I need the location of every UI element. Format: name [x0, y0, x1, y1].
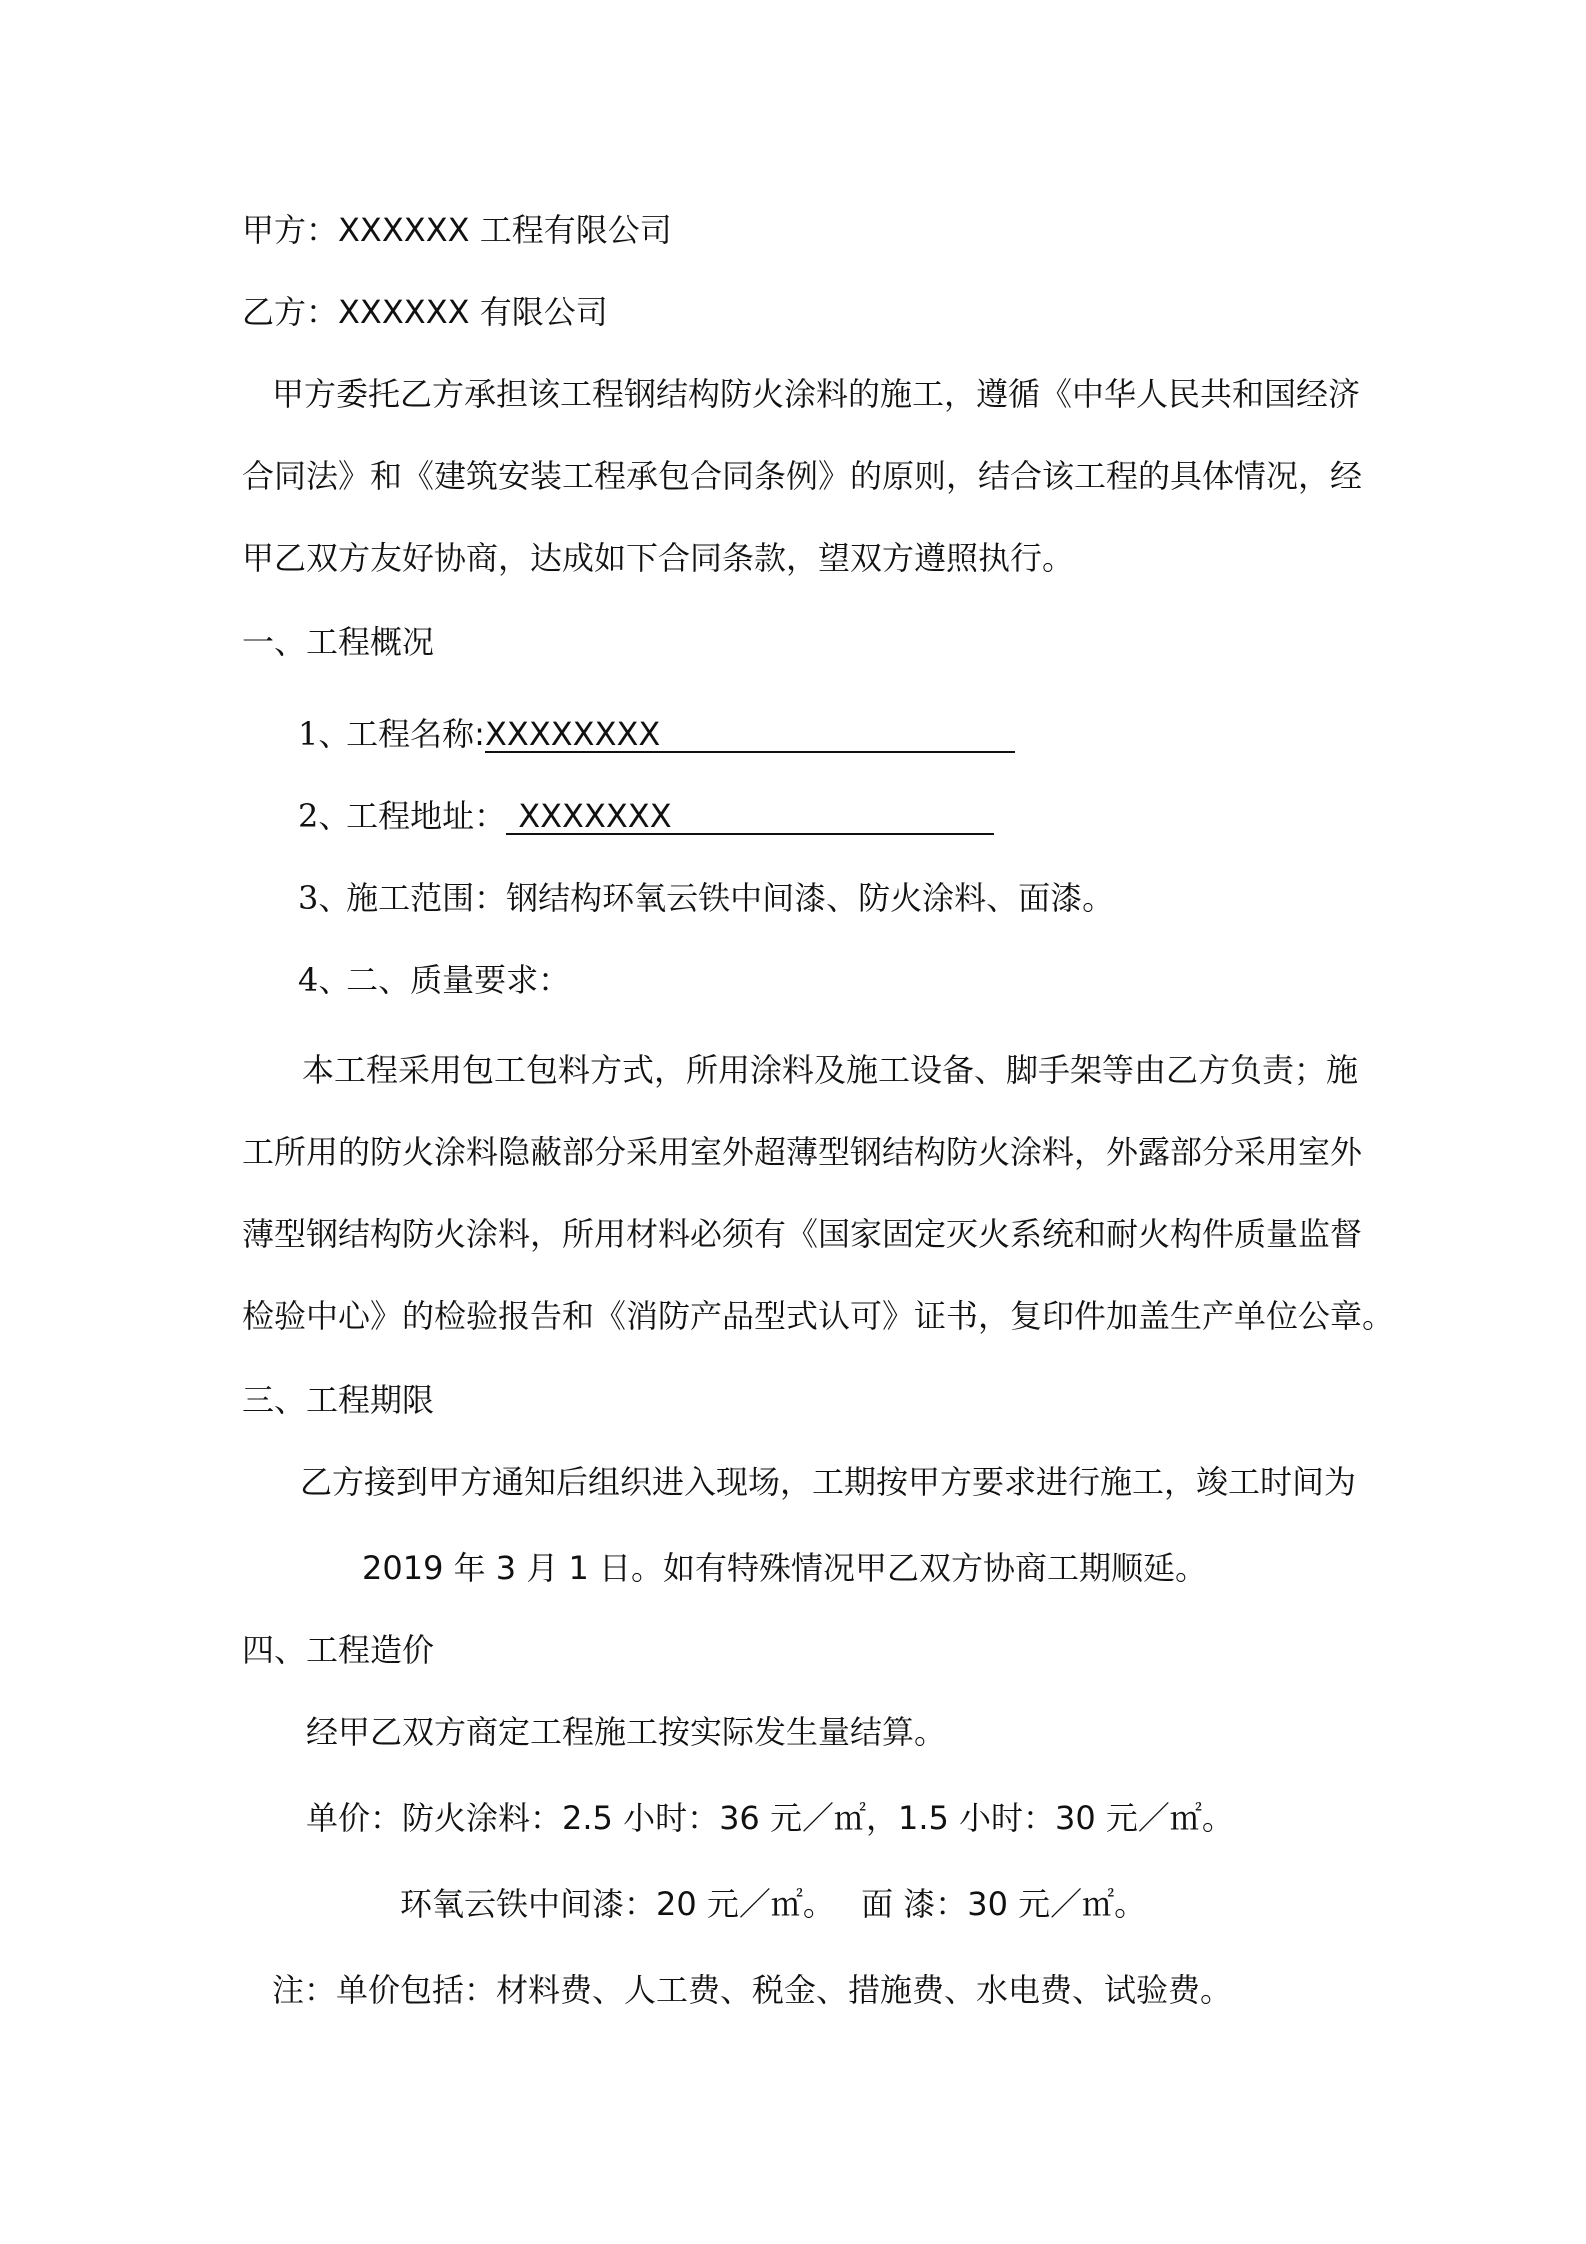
overview-item-3: [298, 878, 1114, 918]
project-name-label: 工程名称:: [346, 715, 485, 753]
quality-line-2: 工所用的防火涂料隐蔽部分采用室外超薄型钢结构防火涂料，外露部分采用室外: [242, 1133, 1363, 1171]
price-line-3: 环氧云铁中间漆：20 元／㎡。 面 漆：30 元／㎡。: [400, 1885, 1147, 1923]
price-line-2: 单价：防火涂料：2.5 小时：36 元／㎡，1.5 小时：30 元／㎡。: [306, 1799, 1234, 1837]
project-name-value: XXXXXXXX: [484, 715, 661, 753]
item-number: 2、: [298, 797, 351, 835]
section-3-heading: 三、工程期限: [242, 1381, 435, 1419]
project-address-blank: [506, 799, 994, 835]
overview-item-4: [298, 960, 570, 1000]
intro-line-2: 合同法》和《建筑安装工程承包合同条例》的原则，结合该工程的具体情况，经: [242, 457, 1363, 495]
intro-line-3: 甲乙双方友好协商，达成如下合同条款，望双方遵照执行。: [242, 539, 1075, 577]
project-address-value: XXXXXXX: [518, 797, 672, 835]
term-line-2: 2019 年 3 月 1 日。如有特殊情况甲乙双方协商工期顺延。: [362, 1549, 1208, 1587]
quality-line-3: 薄型钢结构防火涂料，所用材料必须有《国家固定灭火系统和耐火构件质量监督: [242, 1215, 1363, 1253]
quality-line-1: 本工程采用包工包料方式，所用涂料及施工设备、脚手架等由乙方负责；施: [302, 1051, 1359, 1089]
term-line-1: 乙方接到甲方通知后组织进入现场，工期按甲方要求进行施工，竣工时间为: [300, 1463, 1357, 1501]
quality-line-4: 检验中心》的检验报告和《消防产品型式认可》证书，复印件加盖生产单位公章。: [242, 1297, 1395, 1335]
party-a-line: 甲方：XXXXXX 工程有限公司: [242, 211, 672, 249]
construction-scope: 施工范围：钢结构环氧云铁中间漆、防火涂料、面漆。: [346, 879, 1115, 917]
intro-line-1: 甲方委托乙方承担该工程钢结构防火涂料的施工，遵循《中华人民共和国经济: [272, 375, 1361, 413]
item-number: 3、: [298, 879, 351, 917]
section-1-heading: 一、工程概况: [242, 623, 435, 661]
overview-item-1: [298, 714, 1015, 754]
overview-item-2: [298, 796, 994, 836]
section-2-heading: 二、质量要求：: [346, 961, 571, 999]
item-number: 4、: [298, 961, 351, 999]
price-line-1: 经甲乙双方商定工程施工按实际发生量结算。: [306, 1713, 947, 1751]
party-b-line: 乙方：XXXXXX 有限公司: [242, 293, 608, 331]
section-4-heading: 四、工程造价: [242, 1631, 435, 1669]
item-number: 1、: [298, 715, 351, 753]
project-name-blank: [485, 717, 1015, 753]
price-note: 注：单价包括：材料费、人工费、税金、措施费、水电费、试验费。: [272, 1971, 1233, 2009]
project-address-label: 工程地址：: [346, 797, 507, 835]
